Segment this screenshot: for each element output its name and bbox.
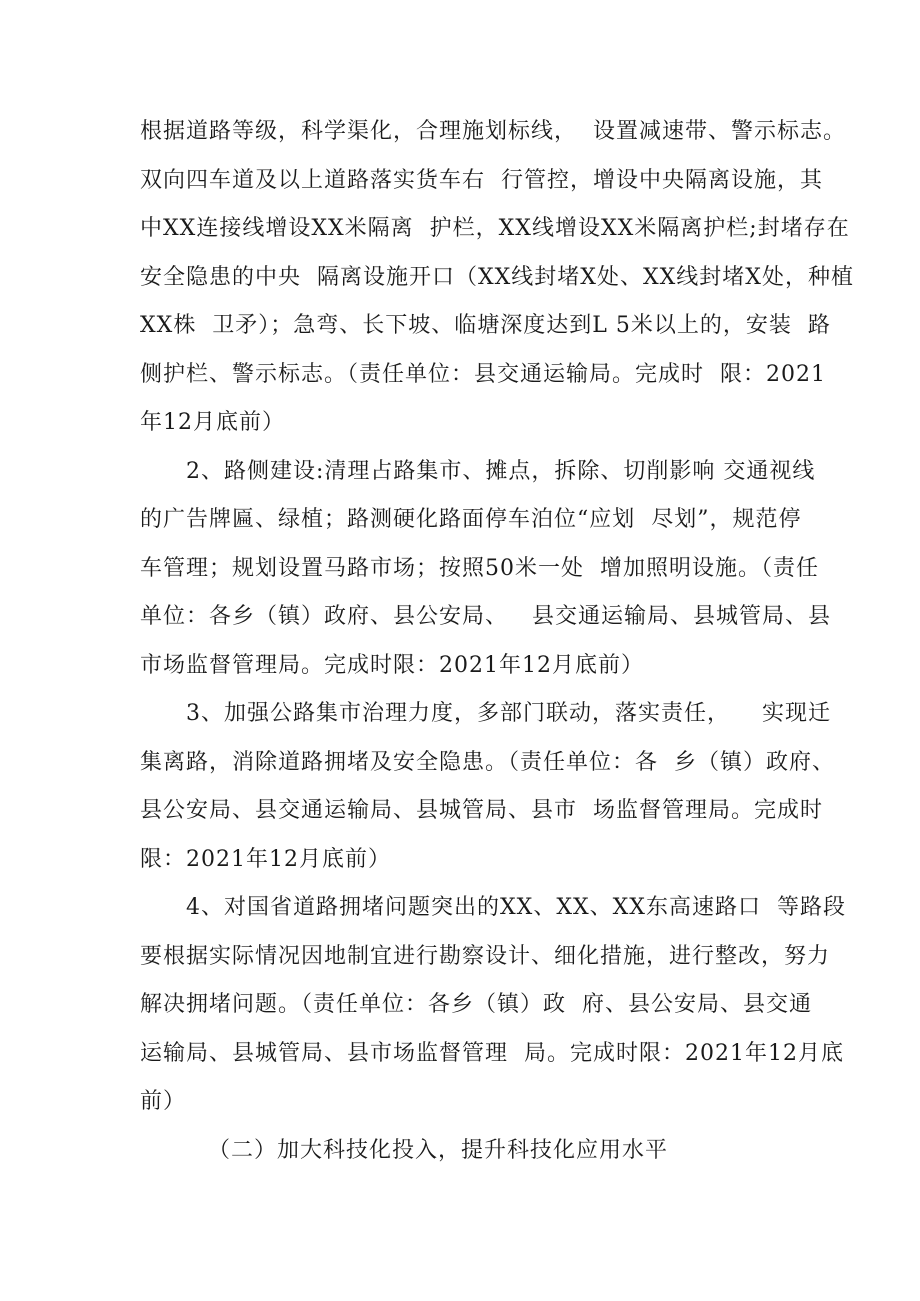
text-line: 4、对国省道路拥堵问题突出的XX、XX、XX东高速路口 等路段 xyxy=(186,895,846,920)
text-line: 2、路侧建设:清理占路集市、摊点，拆除、切削影响 交通视线 xyxy=(186,459,816,484)
text-line: 解决拥堵问题。（责任单位：各乡（镇）政 府、县公安局、县交通 xyxy=(140,992,812,1017)
text-line: 限：2021年12月底前） xyxy=(140,847,391,872)
text-line: 市场监督管理局。完成时限：2021年12月底前） xyxy=(140,653,644,678)
text-line: 前） xyxy=(140,1089,187,1114)
text-line: 县公安局、县交通运输局、县城管局、县市 场监督管理局。完成时 xyxy=(140,798,823,823)
text-line: 车管理；规划设置马路市场；按照50米一处 增加照明设施。（责任 xyxy=(140,556,819,581)
text-line: 运输局、县城管局、县市场监督管理 局。完成时限：2021年12月底 xyxy=(140,1041,844,1066)
text-line: 要根据实际情况因地制宜进行勘察设计、细化措施，进行整改，努力 xyxy=(140,944,831,969)
text-line: 中XX连接线增设XX米隔离 护栏，XX线增设XX米隔离护栏;封堵存在 xyxy=(140,216,850,241)
text-line: 单位：各乡（镇）政府、县公安局、 县交通运输局、县城管局、县 xyxy=(140,604,831,629)
text-line: 3、加强公路集市治理力度，多部门联动，落实责任， 实现迁 xyxy=(186,701,831,726)
text-line: XX株 卫矛）；急弯、长下坡、临塘深度达到L 5米以上的，安装 路 xyxy=(140,313,831,338)
text-line: 侧护栏、警示标志。（责任单位：县交通运输局。完成时 限：2021 xyxy=(140,362,826,387)
section-heading: （二）加大科技化投入，提升科技化应用水平 xyxy=(208,1138,669,1163)
text-line: 的广告牌匾、绿植；路测硬化路面停车泊位“应划 尽划”，规范停 xyxy=(140,507,802,532)
text-line: 年12月底前） xyxy=(140,410,285,435)
text-line: 双向四车道及以上道路落实货车右 行管控，增设中央隔离设施，其 xyxy=(140,168,823,193)
text-line: 安全隐患的中央 隔离设施开口（XX线封堵X处、XX线封堵X处，种植 xyxy=(140,265,854,290)
text-line: 根据道路等级，科学渠化，合理施划标线， 设置减速带、警示标志。 xyxy=(140,119,846,144)
text-line: 集离路，消除道路拥堵及安全隐患。（责任单位：各 乡（镇）政府、 xyxy=(140,750,835,775)
